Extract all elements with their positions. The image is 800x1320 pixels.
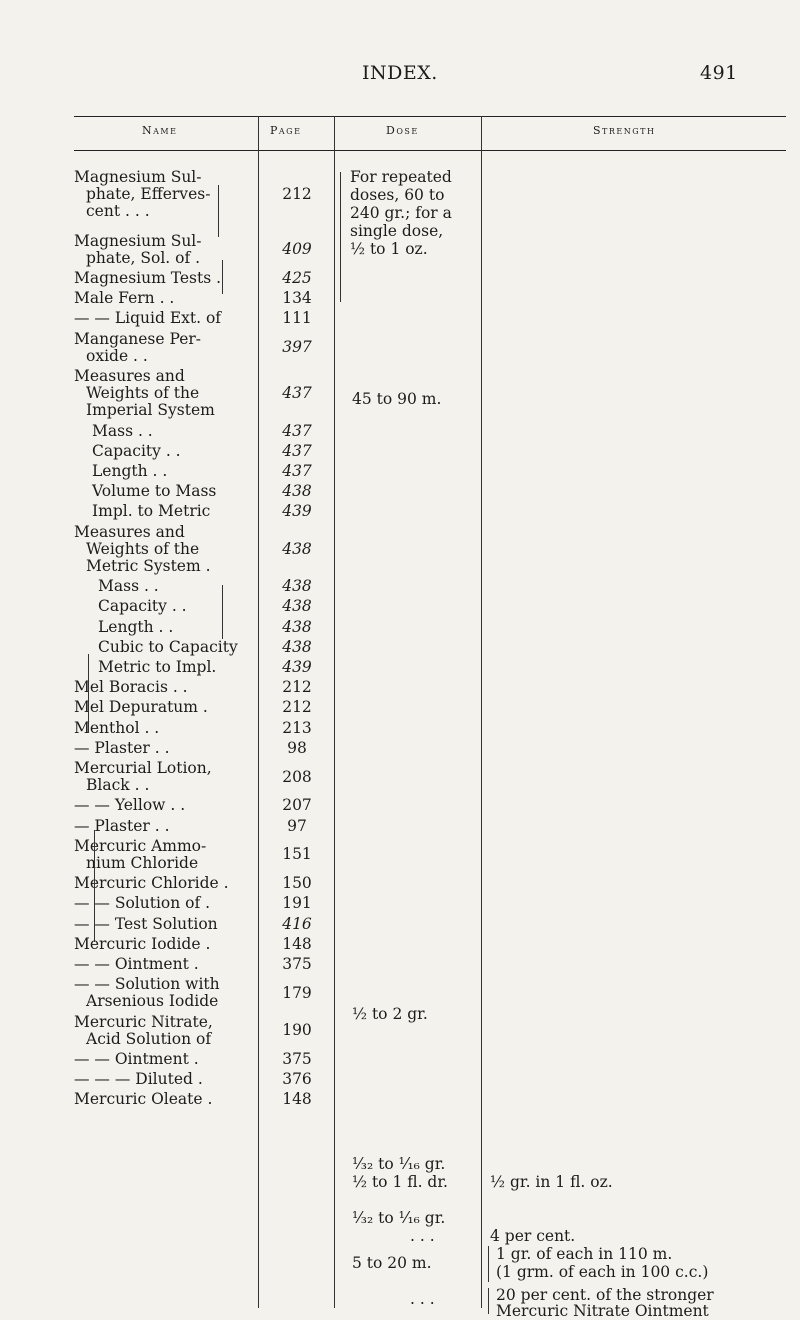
- strength-line: Mercuric Nitrate Ointment: [496, 1302, 709, 1320]
- entry-page: 212: [282, 678, 312, 697]
- column-divider-dose-strength: [481, 116, 482, 1308]
- entry-page: 212: [282, 185, 312, 204]
- entry-name-line: Measures and: [74, 367, 185, 385]
- entry-page: 437: [282, 462, 312, 480]
- entry-name-line: phate, Efferves-: [86, 185, 211, 204]
- entry-name-line: Male Fern . .: [74, 289, 175, 308]
- entry-page: 438: [282, 637, 312, 656]
- entry-brace: [222, 260, 223, 294]
- dose-mercuric-chloride: ¹⁄₃₂ to ¹⁄₁₆ gr.: [352, 1155, 446, 1173]
- entry-name-line: cent . . .: [86, 202, 150, 221]
- entry-page: 438: [282, 617, 312, 636]
- entry-name-line: — — Solution of .: [74, 894, 211, 913]
- entry-page: 148: [282, 934, 312, 953]
- dose-mercuric-chloride-solution: ½ to 1 fl. dr.: [352, 1173, 448, 1191]
- entry-name-line: — Plaster . .: [74, 816, 170, 835]
- entry-name-line: oxide . .: [86, 346, 148, 365]
- column-header-dose: Dose: [386, 124, 419, 137]
- entry-page: 438: [282, 539, 312, 558]
- entry-name-line: Capacity . .: [98, 597, 187, 616]
- entry-brace: [218, 185, 219, 237]
- entry-name-line: Impl. to Metric: [92, 502, 211, 521]
- entry-name-line: Measures and: [74, 522, 185, 541]
- entry-name-line: Mercuric Nitrate,: [74, 1012, 213, 1031]
- table-header-rule: [74, 150, 786, 151]
- dose-line: ½ to 1 oz.: [350, 240, 428, 258]
- entry-page: 438: [282, 482, 312, 501]
- dose-brace: [340, 172, 341, 302]
- entry-name-line: Mercuric Oleate .: [74, 1090, 213, 1109]
- entry-page: 213: [282, 718, 312, 737]
- dose-male-fern-extract: 45 to 90 m.: [352, 390, 442, 408]
- entry-page: 438: [282, 597, 312, 616]
- strength-line: 1 gr. of each in 110 m.: [496, 1245, 673, 1263]
- entry-page: 134: [282, 289, 312, 308]
- entry-brace: [222, 585, 223, 639]
- entry-name-line: Weights of the: [86, 384, 200, 403]
- dose-line: For repeated: [350, 168, 452, 186]
- entry-name-line: Metric to Impl.: [98, 658, 217, 676]
- entry-page: 439: [282, 658, 312, 676]
- column-divider-name-page: [258, 116, 259, 1308]
- entry-name-line: phate, Sol. of .: [86, 248, 201, 267]
- strength-brace: [488, 1288, 489, 1314]
- entry-name-line: Imperial System: [86, 401, 215, 420]
- entry-page: 111: [282, 309, 312, 328]
- entry-page: 437: [282, 384, 312, 403]
- page-header-title: INDEX.: [362, 62, 438, 84]
- entry-page: 375: [282, 1050, 312, 1068]
- entry-name-line: — — Solution with: [74, 975, 220, 994]
- entry-page: 437: [282, 421, 312, 440]
- strength-line: 20 per cent. of the stronger: [496, 1286, 714, 1304]
- entry-name-line: Mercuric Iodide .: [74, 934, 211, 953]
- dose-menthol: ½ to 2 gr.: [352, 1005, 428, 1023]
- dose-mercuric-iodide: ¹⁄₃₂ to ¹⁄₁₆ gr.: [352, 1209, 446, 1227]
- entry-name-line: Magnesium Sul-: [74, 168, 202, 186]
- entry-page: 439: [282, 502, 312, 521]
- entry-page: 179: [282, 983, 312, 1002]
- metric-sublist-bracket: [94, 830, 95, 942]
- strength-mercuric-chloride-solution: ½ gr. in 1 fl. oz.: [490, 1173, 613, 1191]
- entry-name-line: Mass . .: [98, 577, 159, 596]
- strength-mercuric-iodide-ointment: 4 per cent.: [490, 1227, 576, 1245]
- entry-name-line: Magnesium Sul-: [74, 231, 202, 250]
- entry-name-line: Mercurial Lotion,: [74, 759, 212, 777]
- dose-line: doses, 60 to: [350, 186, 445, 204]
- page-number: 491: [700, 62, 738, 84]
- strength-brace: [488, 1246, 489, 1282]
- entry-name-line: Mel Boracis . .: [74, 678, 188, 697]
- entry-page: 438: [282, 577, 312, 596]
- dose-solution-arsenious-iodide: 5 to 20 m.: [352, 1254, 432, 1272]
- table-top-rule: [74, 116, 786, 117]
- dose-line: single dose,: [350, 222, 444, 240]
- entry-page: 98: [287, 738, 307, 757]
- entry-name-line: — — Yellow . .: [74, 796, 186, 815]
- entry-page: 375: [282, 955, 312, 973]
- dose-mercuric-iodide-ointment: . . .: [410, 1227, 435, 1245]
- dose-diluted-ointment: . . .: [410, 1290, 435, 1308]
- entry-name-line: — — Ointment .: [74, 955, 199, 973]
- entry-page: 397: [282, 338, 312, 357]
- entry-name-line: Acid Solution of: [86, 1029, 212, 1048]
- entry-name-line: nium Chloride: [86, 854, 199, 872]
- entry-name-line: Arsenious Iodide: [86, 992, 219, 1011]
- entry-name-line: — — — Diluted .: [74, 1070, 203, 1089]
- column-divider-page-dose: [334, 116, 335, 1308]
- entry-page: 212: [282, 698, 312, 717]
- entry-name-line: Length . .: [98, 617, 174, 636]
- entry-name-line: Black . .: [86, 776, 150, 795]
- entry-name-line: Menthol . .: [74, 718, 160, 737]
- dose-line: 240 gr.; for a: [350, 204, 452, 222]
- column-header-strength: Strength: [593, 124, 656, 137]
- column-header-page: Page: [270, 124, 302, 137]
- entry-page: 416: [282, 914, 312, 933]
- entry-page: 437: [282, 441, 312, 460]
- entry-name-line: Mercuric Chloride .: [74, 874, 229, 893]
- entry-page: 425: [282, 269, 312, 287]
- entry-name-line: Magnesium Tests .: [74, 269, 222, 287]
- entry-name-line: Mercuric Ammo-: [74, 836, 207, 855]
- entry-page: 190: [282, 1021, 312, 1040]
- entry-name-line: Metric System .: [86, 557, 211, 575]
- entry-page: 148: [282, 1090, 312, 1109]
- entry-name-line: — — Test Solution: [74, 914, 218, 933]
- entry-name-line: Capacity . .: [92, 441, 181, 460]
- entry-page: 150: [282, 874, 312, 893]
- entry-name-line: Manganese Per-: [74, 329, 202, 348]
- entry-name-line: Mass . .: [92, 421, 153, 440]
- entry-page: 151: [282, 845, 312, 864]
- entry-name-line: — — Liquid Ext. of: [74, 309, 222, 328]
- entry-page: 191: [282, 894, 312, 913]
- column-header-name: Name: [142, 124, 178, 137]
- entry-page: 376: [282, 1070, 312, 1089]
- entry-name-line: Mel Depuratum .: [74, 698, 208, 717]
- entry-name-line: Length . .: [92, 462, 168, 480]
- imperial-sublist-bracket: [88, 654, 89, 732]
- entry-page: 208: [282, 767, 312, 786]
- strength-line: (1 grm. of each in 100 c.c.): [496, 1263, 709, 1281]
- entry-name-line: — Plaster . .: [74, 738, 170, 757]
- entry-page: 409: [282, 240, 312, 259]
- entry-page: 97: [287, 816, 307, 835]
- entry-name-line: Cubic to Capacity: [98, 637, 238, 656]
- entry-name-line: — — Ointment .: [74, 1050, 199, 1068]
- entry-name-line: Weights of the: [86, 539, 200, 558]
- entry-page: 207: [282, 796, 312, 815]
- entry-name-line: Volume to Mass: [92, 482, 217, 501]
